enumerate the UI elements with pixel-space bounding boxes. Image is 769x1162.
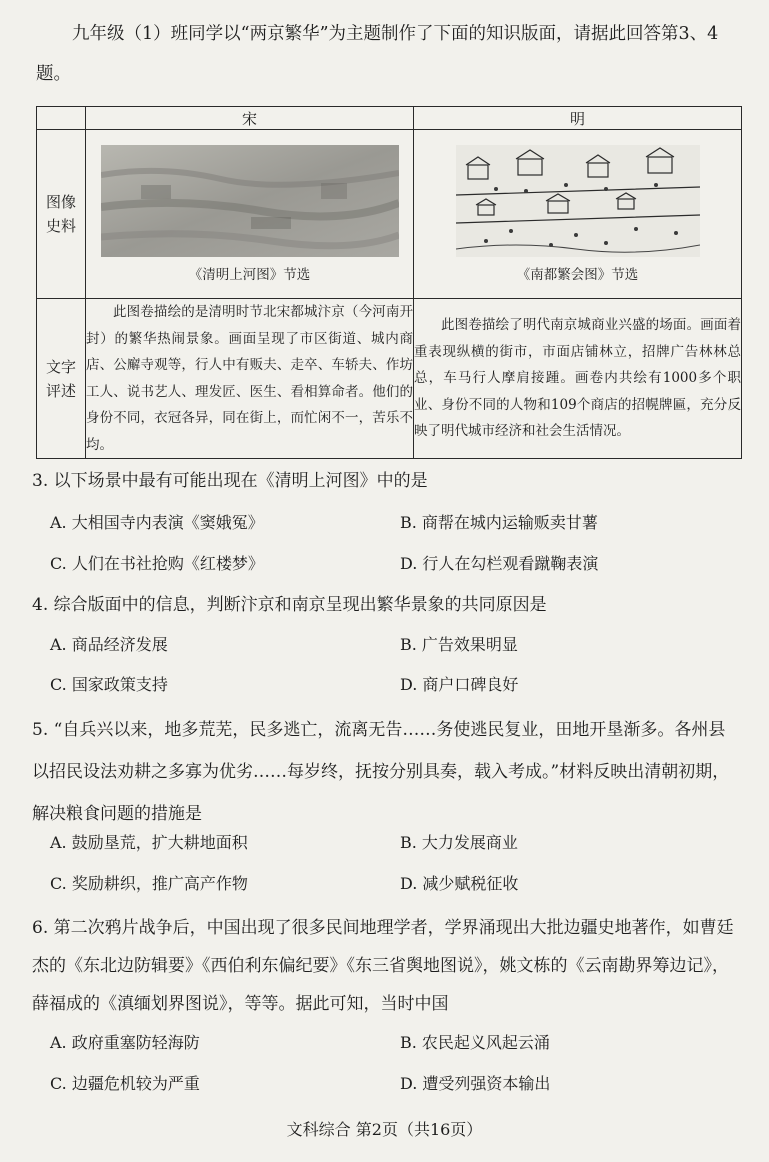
question-3-stem: 3. 以下场景中最有可能出现在《清明上河图》中的是	[32, 471, 428, 491]
intro-text: 九年级（1）班同学以“两京繁华”为主题制作了下面的知识版面，请据此回答第3、4题。	[36, 24, 719, 84]
question-5-option-c: C. 奖励耕织，推广高产作物	[50, 874, 248, 893]
knowledge-table	[36, 106, 742, 459]
page-footer: 文科综合 第2页（共16页）	[286, 1120, 483, 1139]
question-4-option-b: B. 广告效果明显	[400, 635, 518, 654]
ming-caption: 《南都繁会图》节选	[516, 267, 639, 283]
question-6-option-d: D. 遭受列强资本输出	[400, 1074, 551, 1093]
question-5-option-a: A. 鼓励垦荒，扩大耕地面积	[50, 833, 248, 852]
question-4-option-d: D. 商户口碑良好	[400, 675, 519, 694]
question-6-option-a: A. 政府重塞防轻海防	[50, 1033, 200, 1052]
song-commentary: 此图卷描绘的是清明时节北宋都城汴京（今河南开封）的繁华热闹景象。画面呈现了市区街道、城内商店、公廨寺观等，行人中有贩夫、走卒、车轿夫、作坊工人、说书艺人、理发匠、医生、看相算命者。他们的身份不同，衣冠各异，同在街上，而忙闲不一，苦乐不均。	[86, 299, 414, 459]
question-3-option-a: A. 大相国寺内表演《窦娥冤》	[50, 513, 264, 532]
header-ming: 明	[414, 107, 742, 130]
song-caption: 《清明上河图》节选	[188, 267, 311, 283]
question-5-option-b: B. 大力发展商业	[400, 833, 518, 852]
question-3-option-b: B. 商帮在城内运输贩卖甘薯	[400, 513, 598, 532]
row-label-image: 图像 史料	[37, 130, 86, 299]
song-image-cell	[86, 130, 414, 299]
nandu-painting-image	[456, 145, 700, 257]
question-6-option-b: B. 农民起义风起云涌	[400, 1033, 550, 1052]
question-5-stem: 5. “自兵兴以来，地多荒芜，民多逃亡，流离无告……务使逃民复业，田地开垦渐多。各州县以招民设法劝耕之多寡为优劣……每岁终，抚按分别具奏，载入考成。”材料反映出清朝初期，解决粮食问题的措施是	[32, 720, 730, 824]
question-4-option-a: A. 商品经济发展	[50, 635, 168, 654]
corner-cell	[37, 107, 86, 130]
ming-commentary: 此图卷描绘了明代南京城商业兴盛的场面。画面着重表现纵横的街市，市面店铺林立，招牌广告林林总总，车马行人摩肩接踵。画卷内共绘有1000多个职业、身份不同的人物和109个商店的招幌牌匾，充分反映了明代城市经济和社会生活情况。	[414, 299, 742, 459]
question-6-stem: 6. 第二次鸦片战争后，中国出现了很多民间地理学者，学界涌现出大批边疆史地著作，如曹廷杰的《东北边防辑要》《西伯利东偏纪要》《东三省舆地图说》，姚文栋的《云南勘界筹边记》，薛福成的《滇缅划界图说》，等等。据此可知，当时中国	[32, 918, 734, 1014]
question-5-option-d: D. 减少赋税征收	[400, 874, 519, 893]
question-3-option-d: D. 行人在勾栏观看蹴鞠表演	[400, 554, 599, 573]
question-3-option-c: C. 人们在书社抢购《红楼梦》	[50, 554, 264, 573]
qingming-painting-image	[101, 145, 399, 257]
question-6-option-c: C. 边疆危机较为严重	[50, 1074, 200, 1093]
header-song: 宋	[86, 107, 414, 130]
question-4-option-c: C. 国家政策支持	[50, 675, 168, 694]
row-label-text: 文字 评述	[37, 299, 86, 459]
question-4-stem: 4. 综合版面中的信息，判断汴京和南京呈现出繁华景象的共同原因是	[32, 595, 547, 615]
ming-image-cell	[414, 130, 742, 299]
